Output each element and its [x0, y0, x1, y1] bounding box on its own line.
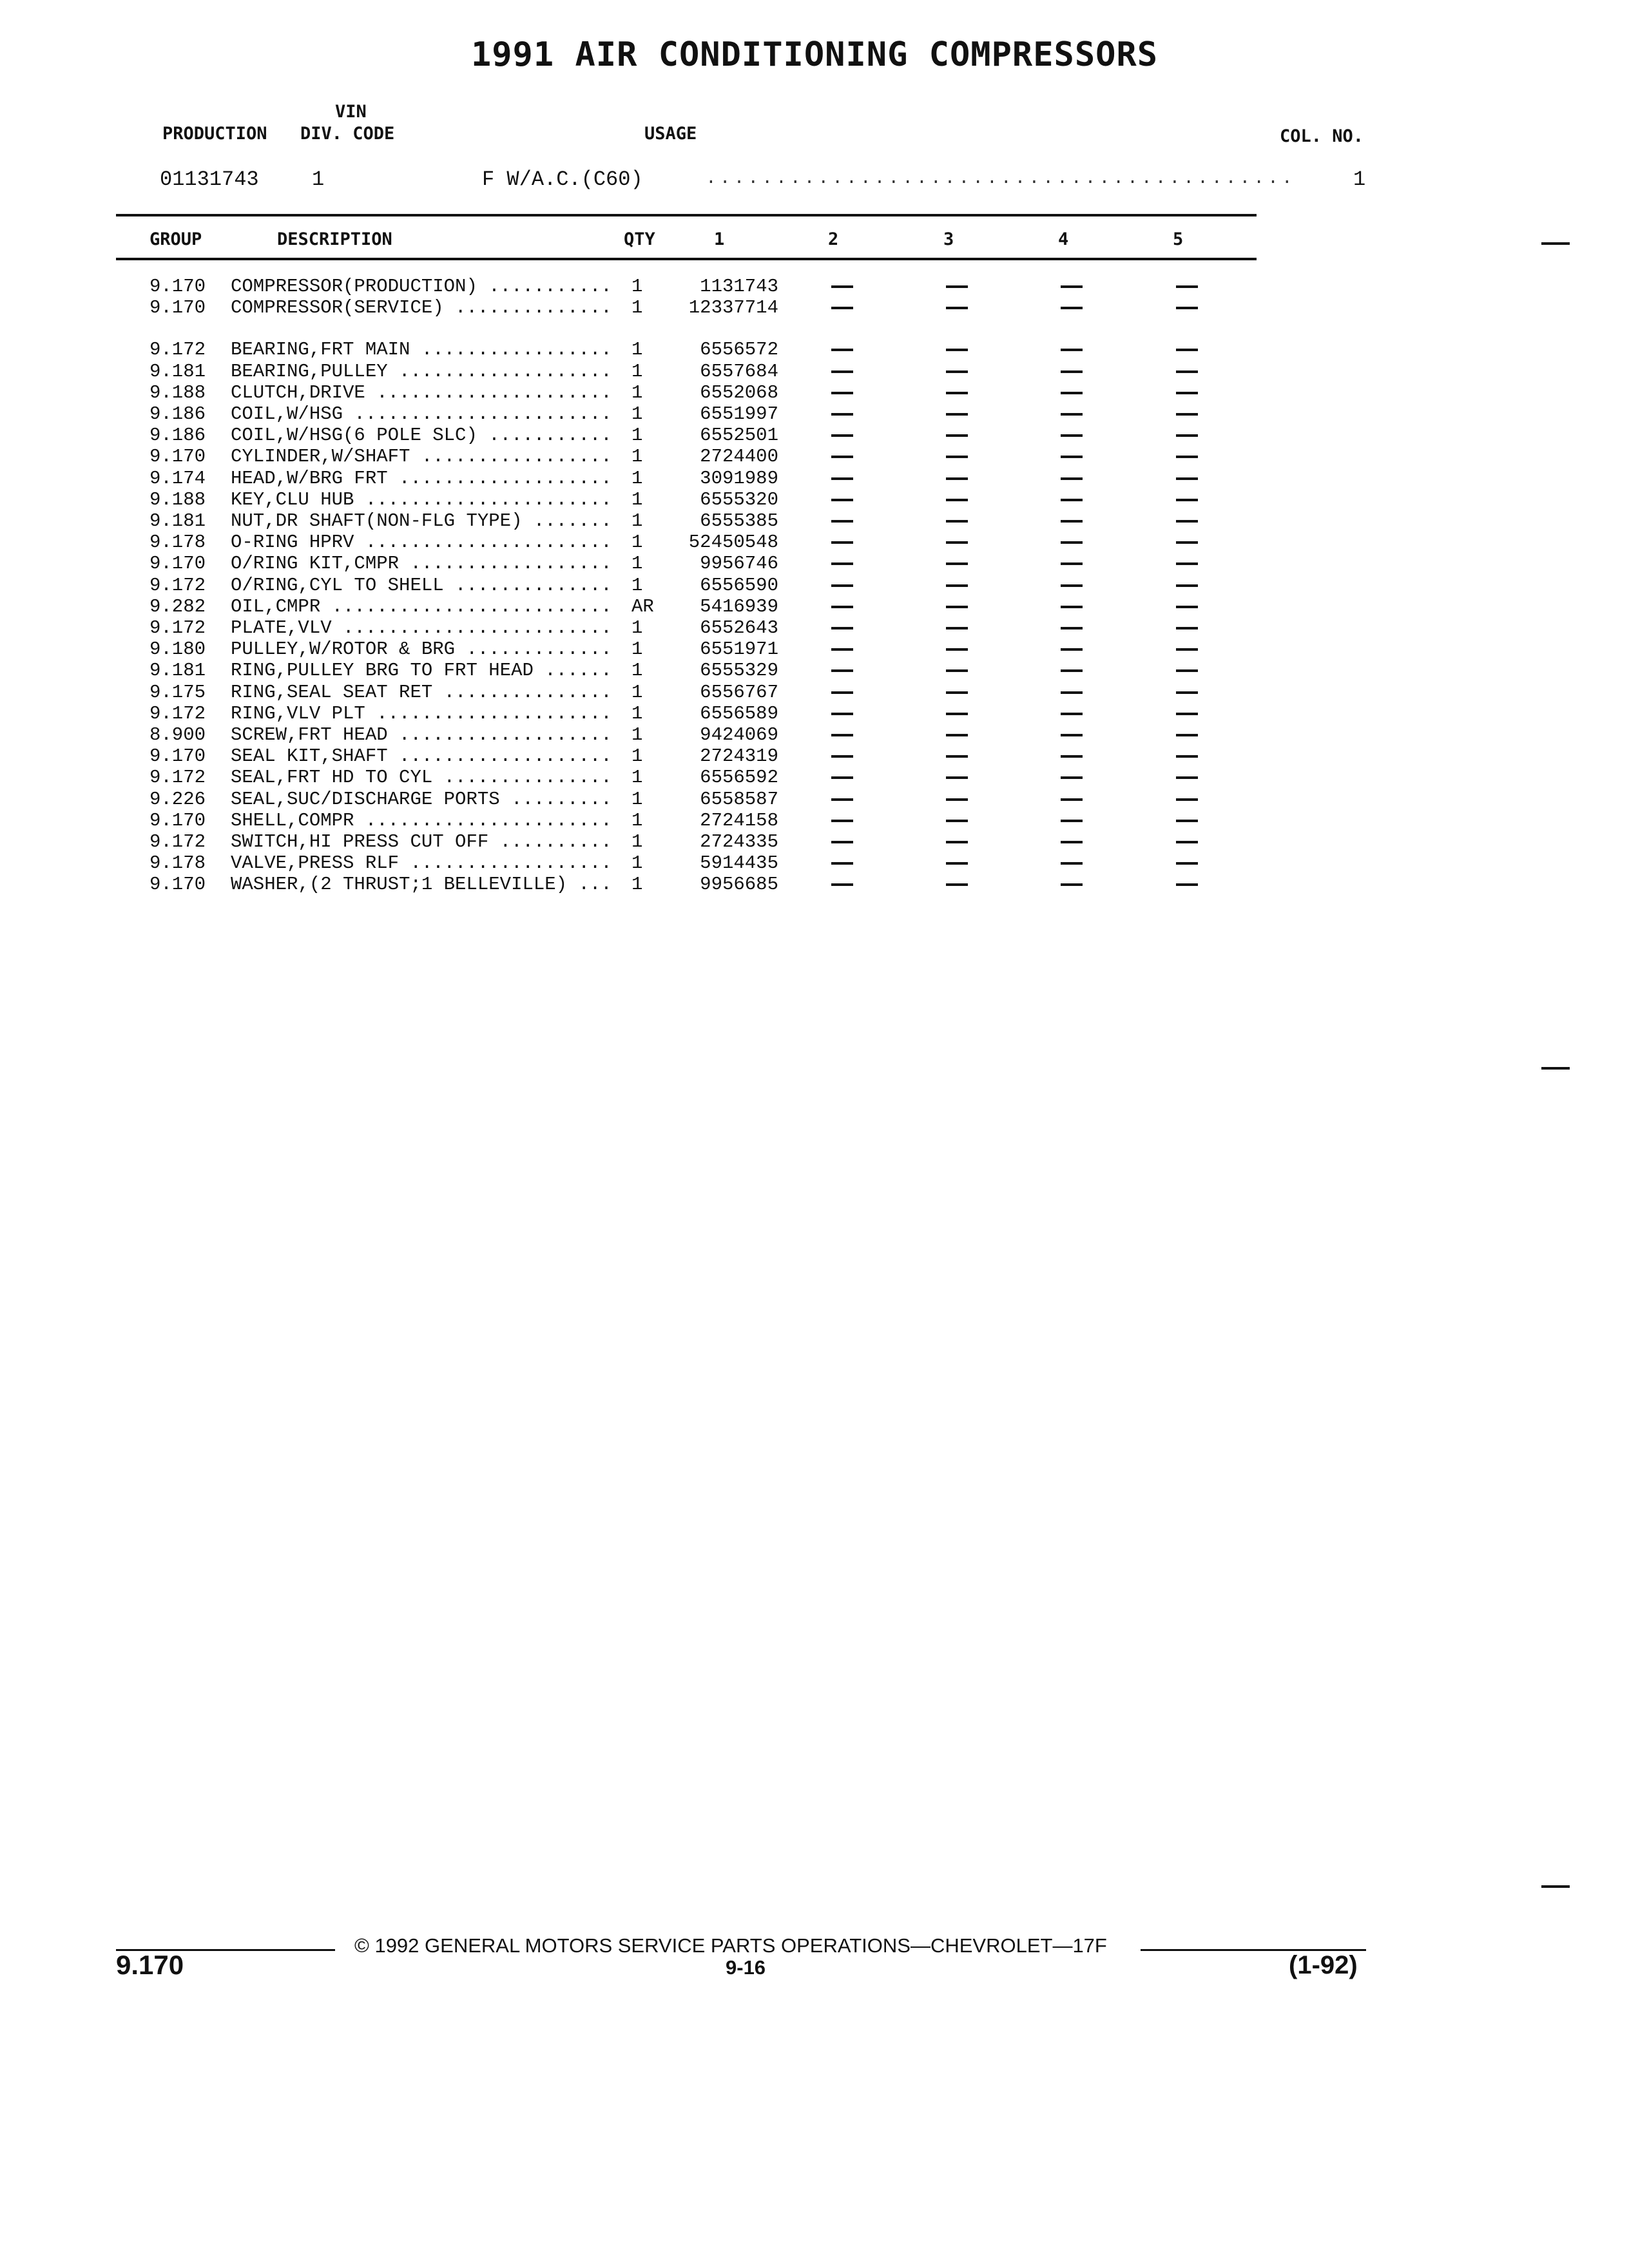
group-cell: 9.172 [149, 767, 206, 789]
col-2-dash [831, 541, 853, 544]
group-cell: 9.181 [149, 510, 206, 532]
part-number-cell: 6556592 [700, 767, 778, 789]
col-5-dash [1176, 434, 1198, 437]
col-2-dash [831, 648, 853, 651]
table-row [0, 596, 1629, 617]
group-cell: 9.226 [149, 788, 206, 810]
group-cell: 9.172 [149, 617, 206, 639]
col-4-dash [1061, 755, 1083, 758]
description-cell: RING,SEAL SEAT RET ............... [231, 681, 612, 703]
qty-cell: 1 [631, 297, 643, 319]
vin-production: 01131743 [160, 168, 259, 191]
col-3-dash [946, 691, 968, 694]
col-5-dash [1176, 562, 1198, 565]
col-4-dash [1061, 648, 1083, 651]
col-5-dash [1176, 349, 1198, 351]
group-cell: 9.282 [149, 595, 206, 617]
description-cell: BEARING,PULLEY ................... [231, 360, 612, 382]
part-number-cell: 5914435 [700, 852, 778, 874]
col-3-dash [946, 820, 968, 822]
col-4-dash [1061, 669, 1083, 672]
group-cell: 9.178 [149, 532, 206, 553]
col-5-dash [1176, 798, 1198, 801]
col-3-dash [946, 541, 968, 544]
col-3-dash [946, 841, 968, 843]
col-3-dash [946, 648, 968, 651]
description-cell: O/RING,CYL TO SHELL .............. [231, 574, 612, 596]
col-4-dash [1061, 776, 1083, 779]
table-row [0, 468, 1629, 489]
qty-cell: 1 [631, 339, 643, 361]
margin-mark [1541, 1885, 1570, 1888]
col-2-dash [831, 349, 853, 351]
col-header-5: 5 [1173, 229, 1184, 249]
col-3-dash [946, 349, 968, 351]
part-number-cell: 6552643 [700, 617, 778, 639]
group-cell: 9.172 [149, 339, 206, 361]
col-3-dash [946, 456, 968, 458]
qty-cell: 1 [631, 767, 643, 789]
description-cell: CLUTCH,DRIVE ..................... [231, 381, 612, 403]
col-2-dash [831, 520, 853, 523]
description-cell: SEAL KIT,SHAFT ................... [231, 745, 612, 767]
col-3-dash [946, 477, 968, 480]
group-cell: 9.170 [149, 874, 206, 896]
qty-cell: 1 [631, 467, 643, 489]
part-number-cell: 6551997 [700, 403, 778, 425]
col-4-dash [1061, 584, 1083, 587]
table-row [0, 724, 1629, 745]
col-5-dash [1176, 734, 1198, 736]
table-row [0, 276, 1629, 297]
qty-cell: AR [631, 595, 654, 617]
part-number-cell: 6555329 [700, 660, 778, 682]
col-3-dash [946, 883, 968, 886]
col-5-dash [1176, 713, 1198, 715]
col-5-dash [1176, 841, 1198, 843]
part-number-cell: 6552068 [700, 381, 778, 403]
group-cell: 9.181 [149, 660, 206, 682]
table-row [0, 553, 1629, 574]
col-3-dash [946, 413, 968, 416]
part-number-cell: 6556572 [700, 339, 778, 361]
part-number-cell: 6555320 [700, 488, 778, 510]
production-label: PRODUCTION [162, 124, 267, 144]
qty-cell: 1 [631, 276, 643, 297]
col-3-dash [946, 862, 968, 865]
col-2-dash [831, 285, 853, 288]
table-row [0, 703, 1629, 724]
group-cell: 9.186 [149, 403, 206, 425]
col-2-dash [831, 713, 853, 715]
description-cell: COMPRESSOR(PRODUCTION) ........... [231, 276, 612, 297]
col-2-dash [831, 862, 853, 865]
part-number-cell: 5416939 [700, 595, 778, 617]
qty-cell: 1 [631, 660, 643, 682]
group-cell: 9.172 [149, 702, 206, 724]
description-cell: SCREW,FRT HEAD ................... [231, 724, 612, 745]
col-4-dash [1061, 499, 1083, 501]
qty-cell: 1 [631, 724, 643, 745]
col-2-dash [831, 669, 853, 672]
footer-section-number: 9.170 [116, 1950, 184, 1980]
description-cell: SEAL,SUC/DISCHARGE PORTS ......... [231, 788, 612, 810]
col-3-dash [946, 499, 968, 501]
col-2-dash [831, 477, 853, 480]
col-2-dash [831, 456, 853, 458]
part-number-cell: 1131743 [700, 276, 778, 297]
col-5-dash [1176, 370, 1198, 373]
qty-cell: 1 [631, 702, 643, 724]
table-top-rule [116, 214, 1257, 216]
col-5-dash [1176, 456, 1198, 458]
group-cell: 9.170 [149, 297, 206, 319]
usage-label: USAGE [644, 124, 697, 144]
col-header-description: DESCRIPTION [277, 229, 392, 249]
qty-cell: 1 [631, 852, 643, 874]
col-2-dash [831, 370, 853, 373]
col-5-dash [1176, 520, 1198, 523]
col-2-dash [831, 499, 853, 501]
part-number-cell: 2724400 [700, 446, 778, 468]
col-5-dash [1176, 820, 1198, 822]
group-cell: 9.174 [149, 467, 206, 489]
col-header-group: GROUP [149, 229, 202, 249]
table-row [0, 745, 1629, 767]
part-number-cell: 6555385 [700, 510, 778, 532]
col-4-dash [1061, 627, 1083, 629]
part-number-cell: 6558587 [700, 788, 778, 810]
col-4-dash [1061, 456, 1083, 458]
description-cell: HEAD,W/BRG FRT ................... [231, 467, 612, 489]
page-title: 1991 AIR CONDITIONING COMPRESSORS [470, 35, 1159, 74]
col-3-dash [946, 285, 968, 288]
group-cell: 9.188 [149, 381, 206, 403]
qty-cell: 1 [631, 425, 643, 447]
col-3-dash [946, 562, 968, 565]
qty-cell: 1 [631, 532, 643, 553]
table-row [0, 510, 1629, 532]
col-5-dash [1176, 477, 1198, 480]
col-5-dash [1176, 499, 1198, 501]
qty-cell: 1 [631, 788, 643, 810]
col-5-dash [1176, 606, 1198, 608]
qty-cell: 1 [631, 403, 643, 425]
part-number-cell: 6557684 [700, 360, 778, 382]
table-row [0, 831, 1629, 852]
div-code-label: DIV. CODE [300, 124, 395, 144]
col-4-dash [1061, 520, 1083, 523]
description-cell: COIL,W/HSG ....................... [231, 403, 612, 425]
part-number-cell: 2724335 [700, 831, 778, 852]
table-row [0, 852, 1629, 874]
description-cell: WASHER,(2 THRUST;1 BELLEVILLE) ... [231, 874, 612, 896]
margin-mark [1541, 1067, 1570, 1070]
vin-usage: F W/A.C.(C60) [482, 168, 643, 191]
part-number-cell: 9956685 [700, 874, 778, 896]
qty-cell: 1 [631, 809, 643, 831]
col-2-dash [831, 691, 853, 694]
description-cell: COMPRESSOR(SERVICE) .............. [231, 297, 612, 319]
group-cell: 9.172 [149, 831, 206, 852]
col-4-dash [1061, 562, 1083, 565]
table-row [0, 489, 1629, 510]
table-row [0, 532, 1629, 553]
qty-cell: 1 [631, 488, 643, 510]
table-row [0, 575, 1629, 596]
col-5-dash [1176, 776, 1198, 779]
part-number-cell: 6556590 [700, 574, 778, 596]
col-2-dash [831, 734, 853, 736]
description-cell: RING,VLV PLT ..................... [231, 702, 612, 724]
part-number-cell: 6556767 [700, 681, 778, 703]
qty-cell: 1 [631, 574, 643, 596]
description-cell: VALVE,PRESS RLF .................. [231, 852, 612, 874]
group-cell: 9.188 [149, 488, 206, 510]
col-4-dash [1061, 691, 1083, 694]
group-cell: 9.170 [149, 446, 206, 468]
vin-div-code: 1 [312, 168, 325, 191]
description-cell: NUT,DR SHAFT(NON-FLG TYPE) ....... [231, 510, 612, 532]
col-2-dash [831, 627, 853, 629]
col-4-dash [1061, 798, 1083, 801]
part-number-cell: 12337714 [688, 297, 778, 319]
table-header-rule [116, 258, 1257, 260]
col-2-dash [831, 841, 853, 843]
description-cell: SWITCH,HI PRESS CUT OFF .......... [231, 831, 612, 852]
table-row [0, 810, 1629, 831]
col-3-dash [946, 606, 968, 608]
part-number-cell: 52450548 [688, 532, 778, 553]
col-2-dash [831, 606, 853, 608]
footer-copyright: © 1992 GENERAL MOTORS SERVICE PARTS OPERATIONS—CHEVROLET—17F [354, 1934, 1107, 1957]
group-cell: 9.170 [149, 553, 206, 575]
description-cell: SHELL,COMPR ...................... [231, 809, 612, 831]
group-cell: 8.900 [149, 724, 206, 745]
col-4-dash [1061, 883, 1083, 886]
col-2-dash [831, 776, 853, 779]
vin-label: VIN [335, 102, 367, 122]
description-cell: KEY,CLU HUB ...................... [231, 488, 612, 510]
footer-page-number: 9-16 [726, 1956, 766, 1979]
table-row [0, 639, 1629, 660]
col-2-dash [831, 392, 853, 394]
col-5-dash [1176, 691, 1198, 694]
col-5-dash [1176, 627, 1198, 629]
col-4-dash [1061, 541, 1083, 544]
table-row [0, 789, 1629, 810]
col-4-dash [1061, 434, 1083, 437]
qty-cell: 1 [631, 617, 643, 639]
col-2-dash [831, 798, 853, 801]
col-5-dash [1176, 755, 1198, 758]
table-row [0, 403, 1629, 425]
col-header-1: 1 [714, 229, 725, 249]
description-cell: RING,PULLEY BRG TO FRT HEAD ...... [231, 660, 612, 682]
col-3-dash [946, 669, 968, 672]
part-number-cell: 6552501 [700, 425, 778, 447]
col-5-dash [1176, 285, 1198, 288]
group-cell: 9.170 [149, 276, 206, 297]
col-4-dash [1061, 392, 1083, 394]
table-row [0, 382, 1629, 403]
group-cell: 9.172 [149, 574, 206, 596]
description-cell: O-RING HPRV ...................... [231, 532, 612, 553]
qty-cell: 1 [631, 874, 643, 896]
qty-cell: 1 [631, 553, 643, 575]
col-3-dash [946, 370, 968, 373]
col-2-dash [831, 584, 853, 587]
qty-cell: 1 [631, 831, 643, 852]
col-4-dash [1061, 734, 1083, 736]
col-5-dash [1176, 669, 1198, 672]
table-row [0, 767, 1629, 788]
description-cell: CYLINDER,W/SHAFT ................. [231, 446, 612, 468]
part-number-cell: 2724319 [700, 745, 778, 767]
description-cell: PULLEY,W/ROTOR & BRG ............. [231, 639, 612, 660]
group-cell: 9.180 [149, 639, 206, 660]
table-row [0, 361, 1629, 382]
qty-cell: 1 [631, 745, 643, 767]
col-4-dash [1061, 477, 1083, 480]
table-row [0, 425, 1629, 446]
vin-leader-dots: .......................................... [706, 169, 1296, 189]
description-cell: SEAL,FRT HD TO CYL ............... [231, 767, 612, 789]
vin-col-no: 1 [1353, 168, 1366, 191]
col-5-dash [1176, 584, 1198, 587]
col-3-dash [946, 434, 968, 437]
col-2-dash [831, 755, 853, 758]
qty-cell: 1 [631, 510, 643, 532]
col-4-dash [1061, 349, 1083, 351]
col-2-dash [831, 883, 853, 886]
table-row [0, 339, 1629, 360]
col-3-dash [946, 713, 968, 715]
col-4-dash [1061, 370, 1083, 373]
col-2-dash [831, 413, 853, 416]
group-cell: 9.181 [149, 360, 206, 382]
footer-date: (1-92) [1289, 1951, 1358, 1979]
group-cell: 9.178 [149, 852, 206, 874]
qty-cell: 1 [631, 639, 643, 660]
col-3-dash [946, 798, 968, 801]
col-3-dash [946, 392, 968, 394]
col-5-dash [1176, 307, 1198, 309]
col-3-dash [946, 627, 968, 629]
description-cell: OIL,CMPR ......................... [231, 595, 612, 617]
col-5-dash [1176, 862, 1198, 865]
part-number-cell: 6551971 [700, 639, 778, 660]
group-cell: 9.186 [149, 425, 206, 447]
col-3-dash [946, 307, 968, 309]
col-4-dash [1061, 606, 1083, 608]
table-row [0, 874, 1629, 895]
col-4-dash [1061, 713, 1083, 715]
col-4-dash [1061, 820, 1083, 822]
table-row [0, 617, 1629, 639]
part-number-cell: 9424069 [700, 724, 778, 745]
part-number-cell: 9956746 [700, 553, 778, 575]
description-cell: BEARING,FRT MAIN ................. [231, 339, 612, 361]
col-4-dash [1061, 413, 1083, 416]
col-2-dash [831, 562, 853, 565]
table-row [0, 446, 1629, 467]
group-cell: 9.175 [149, 681, 206, 703]
part-number-cell: 2724158 [700, 809, 778, 831]
col-4-dash [1061, 841, 1083, 843]
group-cell: 9.170 [149, 745, 206, 767]
col-3-dash [946, 734, 968, 736]
col-5-dash [1176, 392, 1198, 394]
col-4-dash [1061, 285, 1083, 288]
col-2-dash [831, 820, 853, 822]
table-row [0, 660, 1629, 681]
group-cell: 9.170 [149, 809, 206, 831]
part-number-cell: 3091989 [700, 467, 778, 489]
qty-cell: 1 [631, 681, 643, 703]
col-header-3: 3 [943, 229, 954, 249]
qty-cell: 1 [631, 446, 643, 468]
col-3-dash [946, 776, 968, 779]
part-number-cell: 6556589 [700, 702, 778, 724]
margin-mark [1541, 242, 1570, 245]
col-no-label: COL. NO. [1280, 126, 1364, 146]
col-header-4: 4 [1058, 229, 1069, 249]
col-5-dash [1176, 541, 1198, 544]
table-row [0, 682, 1629, 703]
table-row [0, 297, 1629, 318]
col-4-dash [1061, 307, 1083, 309]
col-header-2: 2 [828, 229, 839, 249]
description-cell: COIL,W/HSG(6 POLE SLC) ........... [231, 425, 612, 447]
col-2-dash [831, 434, 853, 437]
col-3-dash [946, 584, 968, 587]
description-cell: PLATE,VLV ........................ [231, 617, 612, 639]
col-3-dash [946, 520, 968, 523]
qty-cell: 1 [631, 360, 643, 382]
col-5-dash [1176, 883, 1198, 886]
col-3-dash [946, 755, 968, 758]
col-2-dash [831, 307, 853, 309]
description-cell: O/RING KIT,CMPR .................. [231, 553, 612, 575]
col-4-dash [1061, 862, 1083, 865]
qty-cell: 1 [631, 381, 643, 403]
col-5-dash [1176, 648, 1198, 651]
col-5-dash [1176, 413, 1198, 416]
col-header-qty: QTY [624, 229, 655, 249]
